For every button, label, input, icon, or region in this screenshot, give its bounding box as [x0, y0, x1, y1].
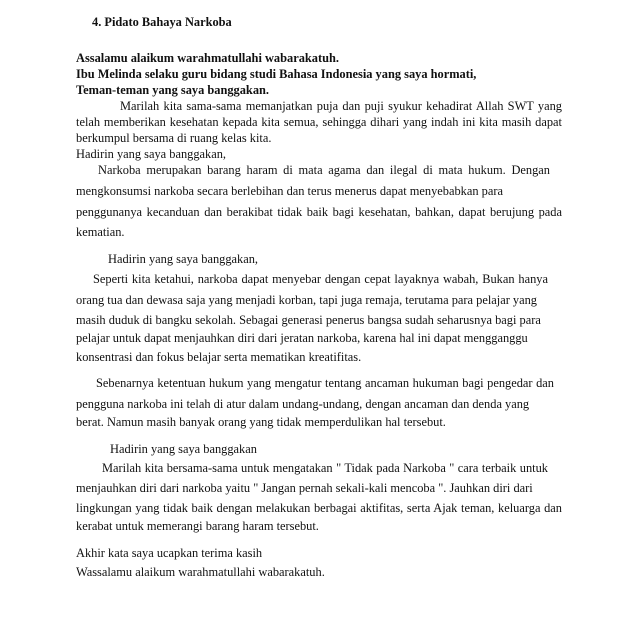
paragraph-3-line-5: pelajar untuk dapat menjauhkan diri dari jeratan narkoba, karena hal ini dapat mengganggu [76, 331, 528, 345]
greeting-line-2: Ibu Melinda selaku guru bidang studi Bahasa Indonesia yang saya hormati, [76, 67, 477, 81]
paragraph-5-line-1: Hadirin yang saya banggakan [110, 442, 257, 456]
paragraph-2-line-1: Hadirin yang saya banggakan, [76, 147, 227, 161]
greeting-line-3: Teman-teman yang saya banggakan. [76, 83, 270, 97]
paragraph-2-line-4: penggunanya kecanduan dan berakibat tidak baik bagi kesehatan, bahkan, dapat berujung pada [76, 205, 562, 219]
paragraph-2-line-2: Narkoba merupakan barang haram di mata agama dan ilegal di mata hukum. Dengan [98, 163, 550, 177]
paragraph-5-line-2: Marilah kita bersama-sama untuk mengatakan " Tidak pada Narkoba " cara terbaik untuk [102, 461, 548, 475]
paragraph-1-line-1: Marilah kita sama-sama memanjatkan puja dan puji syukur kehadirat Allah SWT yang [120, 99, 562, 113]
paragraph-4-line-1: Sebenarnya ketentuan hukum yang mengatur tentang ancaman hukuman bagi pengedar dan [96, 376, 554, 390]
paragraph-3-line-2: Seperti kita ketahui, narkoba dapat menyebar dengan cepat layaknya wabah, Bukan hanya [93, 272, 548, 286]
paragraph-4-line-3: berat. Namun masih banyak orang yang tidak memperdulikan hal tersebut. [76, 415, 446, 429]
paragraph-2-line-3: mengkonsumsi narkoba secara berlebihan dan terus menerus dapat menyebabkan para [76, 184, 503, 198]
speech-heading: 4. Pidato Bahaya Narkoba [92, 15, 232, 29]
closing-line-2: Wassalamu alaikum warahmatullahi wabarakatuh. [76, 565, 325, 579]
paragraph-3-line-6: konsentrasi dan fokus belajar serta mematikan kreatifitas. [76, 350, 362, 364]
paragraph-3-line-4: masih duduk di bangku sekolah. Sebagai generasi penerus bangsa sudah seharusnya bagi para [76, 313, 541, 327]
paragraph-3-line-1: Hadirin yang saya banggakan, [108, 252, 259, 266]
greeting-line-1: Assalamu alaikum warahmatullahi wabarakatuh. [76, 51, 340, 65]
paragraph-5-line-4: lingkungan yang tidak baik dengan melakukan berbagai aktifitas, serta Ajak teman, keluarga dan [76, 501, 562, 515]
paragraph-3-line-3: orang tua dan dewasa saja yang menjadi korban, tapi juga remaja, terutama para pelajar yang [76, 293, 538, 307]
paragraph-1-line-2: telah memberikan kesehatan kepada kita semua, sehingga dihari yang indah ini kita masih dapat [76, 115, 562, 129]
closing-line-1: Akhir kata saya ucapkan terima kasih [76, 546, 263, 560]
paragraph-4-line-2: pengguna narkoba ini telah di atur dalam undang-undang, dengan ancaman dan denda yang [76, 397, 530, 411]
paragraph-5-line-5: kerabat untuk memerangi barang haram tersebut. [76, 519, 319, 533]
paragraph-2-line-5: kematian. [76, 225, 125, 239]
paragraph-5-line-3: menjauhkan diri dari narkoba yaitu " Jangan pernah sekali-kali mencoba ". Jauhkan diri dari [76, 481, 533, 495]
paragraph-1-line-3: berkumpul bersama di ruang kelas kita. [76, 131, 272, 145]
